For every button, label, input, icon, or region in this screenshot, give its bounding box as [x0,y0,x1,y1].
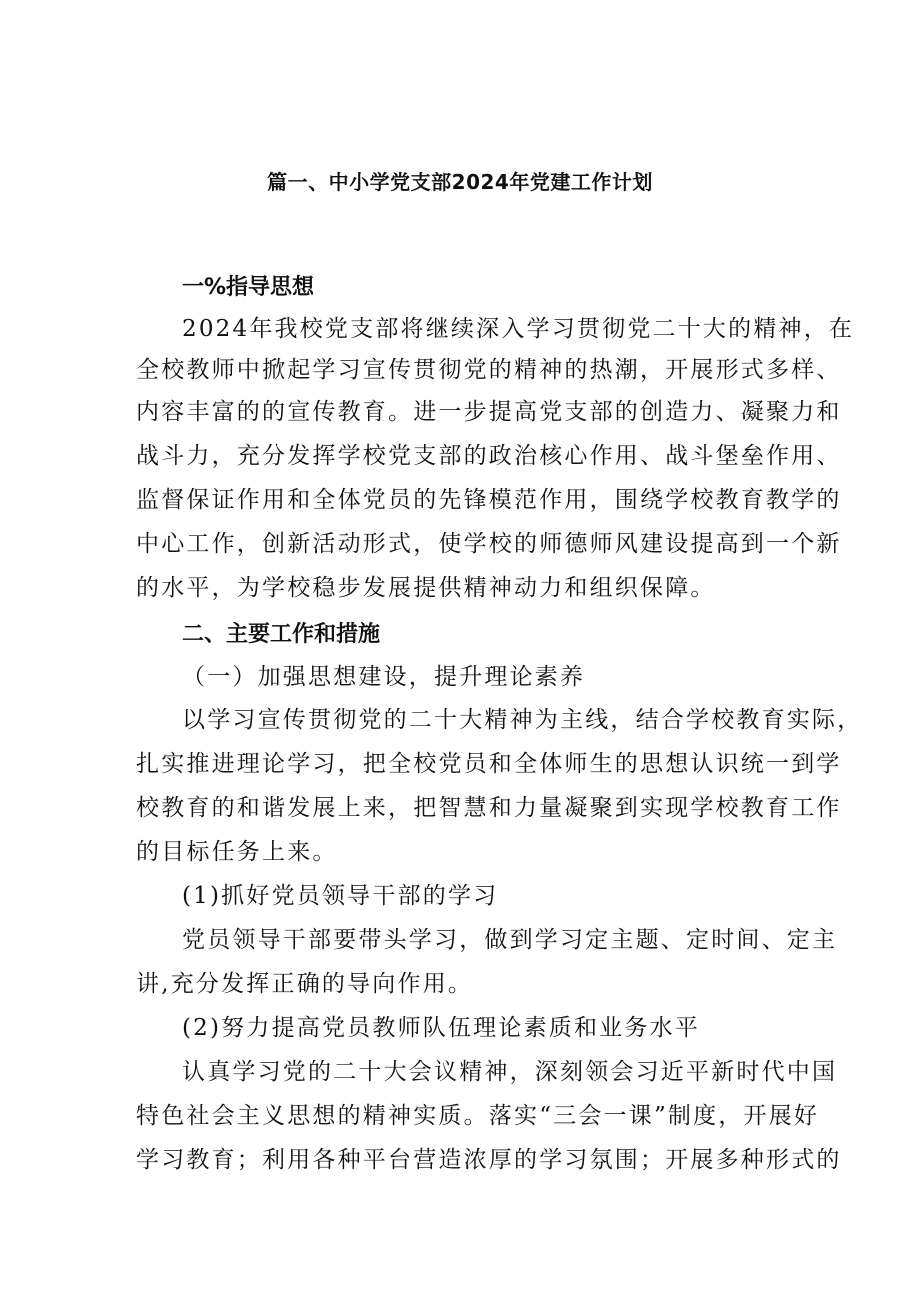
paragraph-line: 战斗力，充分发挥学校党支部的政治核心作用、战斗堡垒作用、 [136,443,842,469]
paragraph-line: 的水平，为学校稳步发展提供精神动力和组织保障。 [136,575,716,601]
paragraph-line: 校教育的和谐发展上来，把智慧和力量凝聚到实现学校教育工作 [136,795,842,821]
paragraph-line: 党员领导干部要带头学习，做到学习定主题、定时间、定主 [182,927,838,953]
paragraph-line: 学习教育；利用各种平台营造浓厚的学习氛围；开展多种形式的 [136,1147,842,1173]
subsection-heading: （一）加强思想建设，提升理论素养 [182,664,586,690]
paragraph-line: 中心工作，创新活动形式，使学校的师德师风建设提高到一个新 [136,531,842,557]
paragraph-line: 全校教师中掀起学习宣传贯彻党的精神的热潮，开展形式多样、 [136,357,842,383]
paragraph-line: 特色社会主义思想的精神实质。落实“三会一课”制度，开展好 [136,1103,820,1129]
paragraph-line: 2024年我校党支部将继续深入学习贯彻党二十大的精神，在 [182,316,855,342]
subsection-heading: (1)抓好党员领导干部的学习 [182,883,499,909]
paragraph-line: 内容丰富的的宣传教育。进一步提高党支部的创造力、凝聚力和 [136,399,842,425]
paragraph-line: 讲,充分发挥正确的导向作用。 [136,971,474,997]
paragraph-line: 以学习宣传贯彻党的二十大精神为主线，结合学校教育实际， [182,707,863,733]
paragraph-line: 监督保证作用和全体党员的先锋模范作用，围绕学校教育教学的 [136,487,842,513]
paragraph-line: 的目标任务上来。 [136,839,338,865]
paragraph-line: 认真学习党的二十大会议精神，深刻领会习近平新时代中国 [182,1059,838,1085]
paragraph-line: 扎实推进理论学习，把全校党员和全体师生的思想认识统一到学 [136,751,842,777]
document-title: 篇一、中小学党支部2024年党建工作计划 [267,170,653,194]
section-heading-guiding-thought: 一%指导思想 [182,275,315,300]
subsection-heading: (2)努力提高党员教师队伍理论素质和业务水平 [182,1015,700,1041]
section-heading-main-work: 二、主要工作和措施 [182,622,381,647]
